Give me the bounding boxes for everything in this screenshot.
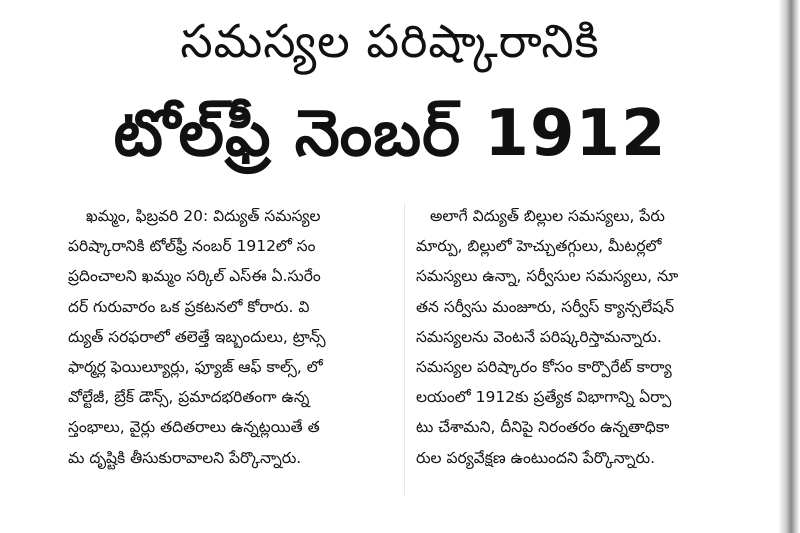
article-line: సమస్యల పరిష్కారం కోసం కార్పొరేట్ కార్యా [416, 357, 672, 376]
article-line: ద్యుత్ సరఫరాలో తలెత్తే ఇబ్బందులు, ట్రాన్స్ [68, 327, 326, 346]
article-line: పరిష్కారానికి టోల్‌ఫ్రీ నంబర్ 1912లో సం [68, 237, 316, 256]
article-column-right [416, 201, 766, 473]
article-line: సమస్యలు ఉన్నా, సర్వీసుల సమస్యలు, నూ [416, 267, 679, 286]
article-line: రుల పర్యవేక్షణ ఉంటుందని పేర్కొన్నారు. [416, 448, 656, 467]
article-line: సమస్యలను వెంటనే పరిష్కరిస్తామన్నారు. [416, 327, 662, 346]
paper-fold-edge [778, 0, 800, 533]
article-line: అలాగే విద్యుత్ బిల్లుల సమస్యలు, పేరు [430, 207, 665, 225]
article-column-left [68, 201, 393, 473]
article-line: మ దృష్టికి తీసుకురావాలని పేర్కొన్నారు. [68, 448, 302, 467]
headline-line-2: టోల్‌ఫ్రీ నెంబర్ 1912 [113, 97, 667, 171]
article-line: తన సర్వీసు మంజూరు, సర్వీస్ క్యాన్సలేషన్ [416, 297, 675, 316]
article-line: మార్పు, బిల్లులో హెచ్చుతగ్గులు, మీటర్లలో [416, 237, 662, 256]
article-line: దర్ గురువారం ఒక ప్రకటనలో కోరారు. వి [68, 297, 310, 316]
headline-line-1: సమస్యల పరిష్కారానికి [180, 14, 600, 68]
article-line: వోల్టేజీ, బ్రేక్ డౌన్స్, ప్రమాదభరితంగా ఉన్న [68, 388, 310, 407]
article-line: ప్రదించాలని ఖమ్మం సర్కిల్ ఎస్ఈ ఏ.సురేం [68, 267, 321, 286]
article-line: లయంలో 1912కు ప్రత్యేక విభాగాన్ని ఏర్పా [416, 388, 672, 407]
article-line: స్తంభాలు, వైర్లు తదితరాలు ఉన్నట్లయితే త [68, 418, 320, 437]
column-divider [404, 203, 405, 495]
article-line: ఖమ్మం, ఫిబ్రవరి 20: విద్యుత్ సమస్యల [86, 207, 321, 225]
article-line: ఫార్మర్ల ఫెయిల్యూర్లు, ఫ్యూజ్ ఆఫ్ కాల్స్, లో [68, 357, 323, 376]
article-line: టు చేశామని, దీనిపై నిరంతరం ఉన్నతాధికా [416, 418, 670, 437]
